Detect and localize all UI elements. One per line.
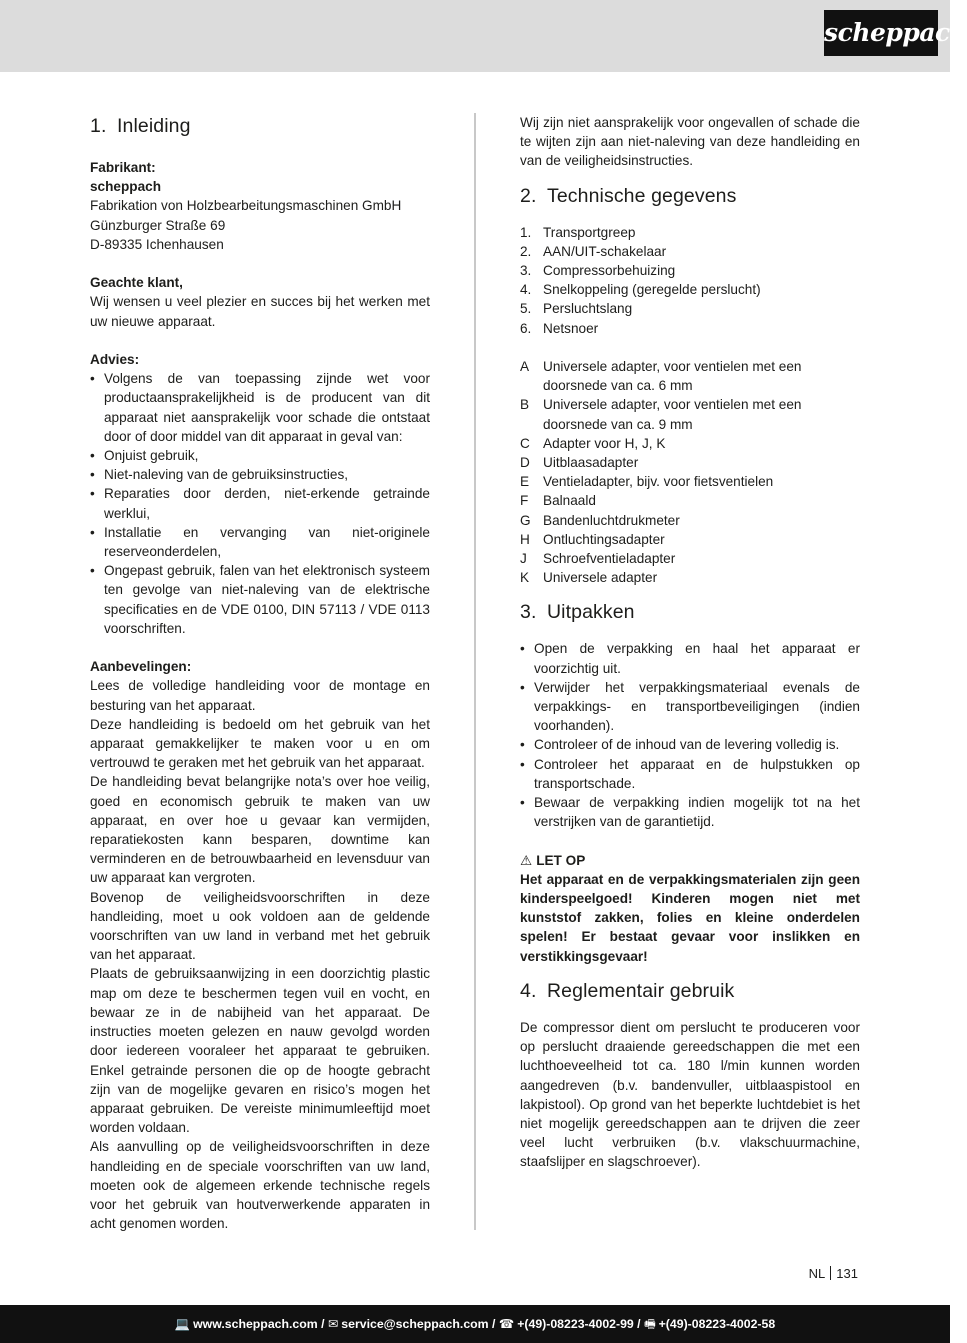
list-item: • Volgens de van toepassing zijnde wet voor productaansprakelijkheid is de producent van dit apparaat niet aansprakelijk voor schade die ontstaat door of door middel van dit apparaat in geval van: [90, 369, 430, 446]
list-item: C Adapter voor H, J, K [520, 435, 666, 451]
parts-list [520, 223, 860, 338]
recommendation-paragraph: Bovenop de veiligheidsvoorschriften in deze handleiding, moet u ook voldoen aan de geldende voorschriften van uw land in verband met het gebruik van het apparaat. [90, 889, 430, 963]
greeting-label: Geachte klant, [90, 275, 183, 291]
recommendation-paragraph: Als aanvulling op de veiligheidsvoorschriften in deze handleiding en de speciale voorschriften van uw land, moeten ook de algemeen erkende technische regels voor het gebruik van houtverwerkende apparaten in acht genomen worden. [90, 1139, 430, 1232]
warning-text: Het apparaat en de verpakkingsmaterialen zijn geen kinderspeelgoed! Kinderen mogen niet met kunststof zakken, folies en kleine onderdelen spelen! Er bestaat gevaar voor inslikken en verstikkingsgevaar! [520, 871, 860, 964]
list-item: • Niet-naleving van de gebruiksinstructies, [90, 465, 430, 484]
greeting-text: Wij wensen u veel plezier en succes bij het werken met uw nieuwe apparaat. [90, 294, 430, 329]
warning-title: ⚠ LET OP [520, 851, 860, 870]
list-item: 4. Snelkoppeling (geregelde perslucht) [520, 282, 761, 298]
unpacking-list [520, 639, 860, 831]
fax-icon: 🖷 [644, 1317, 656, 1331]
list-item: D Uitblaasadapter [520, 455, 639, 471]
list-item: 1. Transportgreep [520, 224, 636, 240]
manufacturer-line: Günzburger Straße 69 [90, 217, 226, 233]
list-item: B Universele adapter, voor ventielen met een doorsnede van ca. 9 mm [520, 397, 802, 432]
list-item: • Reparaties door derden, niet-erkende getrainde werklui, [90, 484, 430, 522]
list-item: • Ongepast gebruik, falen van het elektronisch systeem ten gevolge van niet-naleving van de elektrische specificaties en de VDE 0100, DIN 57113 / VDE 0113 voorschriften. [90, 561, 430, 638]
section-1-heading: 1. Inleiding [90, 115, 191, 137]
list-item: • Installatie en vervanging van niet-originele reserveonderdelen, [90, 523, 430, 561]
warning-triangle-icon: ⚠ [520, 852, 533, 868]
list-item: 5. Persluchtslang [520, 301, 633, 317]
computer-icon: 💻 [174, 1317, 191, 1331]
recommendation-paragraph: Plaats de gebruiksaanwijzing in een doorzichtig plastic map om deze te beschermen tegen vuil en vocht, en bewaar ze in de nabijheid van het apparaat. De instructies moeten gelezen en nauw gevolgd worden door iedereen vooraleer het apparaat te gebruiken. Enkel getrainde personen die op de hoogte gebracht zijn van de mogelijke gevaren en risico’s mogen het apparaat gebruiken. De vereiste minimumleeftijd moet worden voldaan. [90, 966, 430, 1136]
list-item: K Universele adapter [520, 570, 658, 586]
intended-use-text: De compressor dient om perslucht te produceren voor op perslucht draaiende gereedschappen die met een luchthoeveelheid tot ca. 180 l/min kunnen worden aangedreven (b.v. bandenvuller, uitblaaspistool en lakpistool). Op grond van het beperkte luchtdebiet is het niet mogelijk gereedschappen aan te drijven die zeer veel lucht verbruiken (b.v. vlakschuurmachine, staafslijper en slagschroever). [520, 1019, 860, 1170]
list-item: • Controleer het apparaat en de hulpstukken op transportschade. [520, 755, 860, 793]
mail-icon: ✉ [327, 1317, 339, 1331]
list-item: E Ventieladapter, bijv. voor fietsventielen [520, 474, 774, 490]
list-item: F Balnaald [520, 493, 596, 509]
list-item: 3. Compressorbehuizing [520, 263, 676, 279]
section-2-heading: 2. Technische gegevens [520, 184, 737, 207]
advice-label: Advies: [90, 352, 140, 367]
header-bar [0, 0, 967, 72]
accessories-list [520, 357, 860, 587]
section-4-heading: 4. Reglementair gebruik [520, 979, 735, 1002]
email-link[interactable]: service@scheppach.com [341, 1317, 489, 1331]
list-item: 6. Netsnoer [520, 320, 599, 336]
list-item: • Verwijder het verpakkingsmateriaal evenals de verpakkings- en transportbeveiligingen (indien voorhanden). [520, 678, 860, 736]
recommendation-paragraph: De handleiding bevat belangrijke nota’s over hoe veilig, goed en economisch gebruik te maken van uw apparaat, en over hoe u gevaar kan vermijden, reparatiekosten kann besparen, downtime kan verminderen en de betrouwbaarheid en levensduur van uw apparaat kan vergroten. [90, 774, 430, 886]
section-3-heading: 3. Uitpakken [520, 601, 635, 624]
manufacturer-line: D-89335 Ichenhausen [90, 236, 224, 252]
page-number: NL 131 [808, 1266, 858, 1281]
left-column [90, 113, 430, 1233]
manufacturer-line: Fabrikation von Holzbearbeitungsmaschinen GmbH [90, 198, 402, 214]
recommendation-paragraph: Deze handleiding is bedoeld om het gebruik van het apparaat gemakkelijker te maken voor u en om vertrouwd te geraken met het gebruik van het apparaat. [90, 716, 430, 771]
list-item: A Universele adapter, voor ventielen met een doorsnede van ca. 6 mm [520, 359, 802, 394]
fax-number: +(49)-08223-4002-58 [658, 1317, 776, 1331]
column-divider [474, 113, 476, 1230]
right-column [520, 113, 860, 1172]
list-item: H Ontluchtingsadapter [520, 531, 665, 547]
advice-list [90, 369, 430, 638]
recommendations-label: Aanbevelingen: [90, 659, 192, 675]
list-item: • Open de verpakking en haal het apparaat er voorzichtig uit. [520, 639, 860, 677]
website-link[interactable]: www.scheppach.com [193, 1317, 318, 1331]
list-item: 2. AAN/UIT-schakelaar [520, 243, 667, 259]
list-item: G Bandenluchtdrukmeter [520, 512, 680, 528]
list-item: • Onjuist gebruik, [90, 446, 430, 465]
manufacturer-label: Fabrikant: [90, 160, 156, 175]
liability-text: Wij zijn niet aansprakelijk voor ongevallen of schade die te wijten zijn aan niet-naleving van deze handleiding en van de veiligheidsinstructies. [520, 115, 860, 169]
list-item: • Controleer of de inhoud van de levering volledig is. [520, 735, 860, 754]
contact-bar: 💻 www.scheppach.com / ✉ service@scheppach.com / ☎ +(49)-08223-4002-99 / 🖷 +(49)-08223-4002-58 [0, 1305, 950, 1343]
recommendation-paragraph: Lees de volledige handleiding voor de montage en besturing van het apparaat. [90, 678, 430, 713]
manufacturer-name: scheppach [90, 179, 162, 195]
list-item: • Bewaar de verpakking indien mogelijk tot na het verstrijken van de garantietijd. [520, 793, 860, 831]
list-item: J Schroefventieladapter [520, 551, 676, 567]
phone-number: +(49)-08223-4002-99 [517, 1317, 634, 1331]
phone-icon: ☎ [498, 1317, 515, 1331]
scheppach-logo: scheppach [824, 10, 938, 56]
